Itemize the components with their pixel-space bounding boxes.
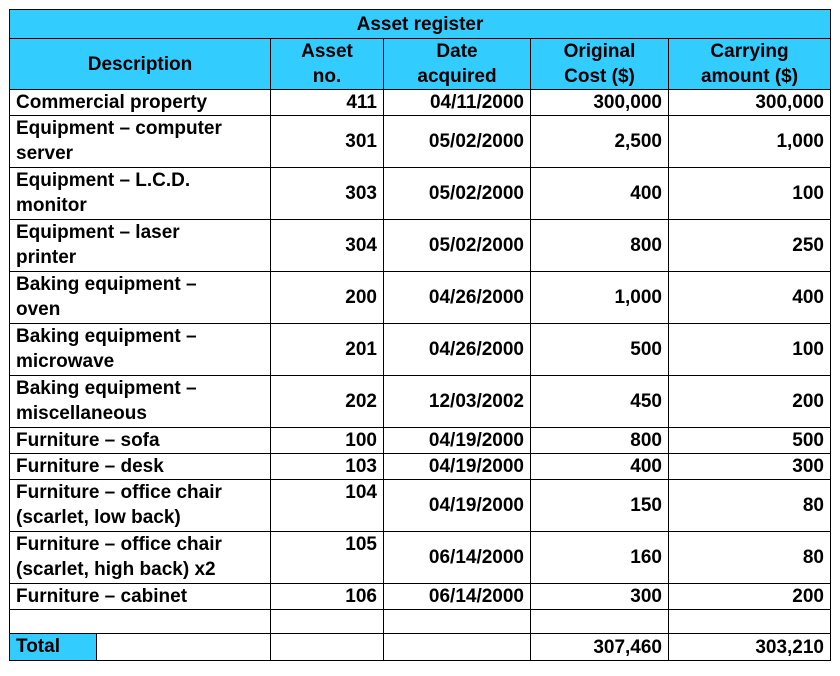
cell-asset-no: 202 (271, 376, 384, 428)
cell-original-cost: 2,500 (531, 116, 669, 168)
cell-description: Equipment – computer server (10, 116, 271, 168)
title-row (10, 10, 831, 39)
cell-original-cost: 800 (531, 428, 669, 454)
cell-asset-no: 100 (271, 428, 384, 454)
total-row (10, 634, 831, 661)
header-date-acquired: Date acquired (384, 39, 531, 90)
table-row (10, 116, 831, 168)
cell-original-cost: 800 (531, 220, 669, 272)
total-split (10, 634, 270, 660)
cell-date-acquired: 05/02/2000 (384, 168, 531, 220)
cell-asset-no: 200 (271, 272, 384, 324)
blank-cell (271, 610, 384, 634)
cell-date-acquired: 04/26/2000 (384, 272, 531, 324)
table-row (10, 480, 831, 532)
header-row (10, 39, 831, 90)
total-date (384, 634, 531, 661)
cell-carrying-amount: 250 (669, 220, 831, 272)
cell-asset-no: 104 (271, 480, 384, 532)
cell-description: Furniture – office chair (scarlet, high back) x2 (10, 532, 271, 584)
cell-original-cost: 400 (531, 454, 669, 480)
cell-carrying-amount: 80 (669, 480, 831, 532)
cell-original-cost: 1,000 (531, 272, 669, 324)
table-row (10, 454, 831, 480)
cell-carrying-amount: 500 (669, 428, 831, 454)
table-row (10, 272, 831, 324)
table-row (10, 532, 831, 584)
table-row (10, 220, 831, 272)
cell-description: Furniture – desk (10, 454, 271, 480)
cell-original-cost: 160 (531, 532, 669, 584)
cell-asset-no: 106 (271, 584, 384, 610)
cell-asset-no: 105 (271, 532, 384, 584)
header-original-cost: Original Cost ($) (531, 39, 669, 90)
cell-asset-no: 304 (271, 220, 384, 272)
cell-asset-no: 411 (271, 90, 384, 116)
total-asset-no (271, 634, 384, 661)
cell-carrying-amount: 1,000 (669, 116, 831, 168)
cell-original-cost: 400 (531, 168, 669, 220)
cell-date-acquired: 12/03/2002 (384, 376, 531, 428)
table-row (10, 90, 831, 116)
blank-row (10, 610, 831, 634)
cell-original-cost: 300,000 (531, 90, 669, 116)
cell-carrying-amount: 200 (669, 376, 831, 428)
total-label: Total (10, 634, 97, 660)
header-description: Description (10, 39, 271, 90)
header-asset-no: Asset no. (271, 39, 384, 90)
cell-carrying-amount: 80 (669, 532, 831, 584)
blank-cell (384, 610, 531, 634)
blank-cell (10, 610, 271, 634)
total-carrying-amount: 303,210 (669, 634, 831, 661)
cell-date-acquired: 04/11/2000 (384, 90, 531, 116)
cell-description: Equipment – L.C.D. monitor (10, 168, 271, 220)
cell-date-acquired: 05/02/2000 (384, 116, 531, 168)
cell-carrying-amount: 100 (669, 168, 831, 220)
cell-description: Baking equipment – oven (10, 272, 271, 324)
table-row (10, 324, 831, 376)
cell-carrying-amount: 300 (669, 454, 831, 480)
asset-register-table (9, 9, 831, 661)
cell-date-acquired: 04/19/2000 (384, 454, 531, 480)
cell-carrying-amount: 400 (669, 272, 831, 324)
cell-date-acquired: 04/19/2000 (384, 428, 531, 454)
cell-original-cost: 300 (531, 584, 669, 610)
cell-description: Baking equipment – microwave (10, 324, 271, 376)
cell-description: Baking equipment – miscellaneous (10, 376, 271, 428)
cell-date-acquired: 06/14/2000 (384, 532, 531, 584)
total-original-cost: 307,460 (531, 634, 669, 661)
cell-asset-no: 303 (271, 168, 384, 220)
cell-date-acquired: 05/02/2000 (384, 220, 531, 272)
table-row (10, 168, 831, 220)
table-title: Asset register (10, 10, 831, 39)
table-row (10, 376, 831, 428)
cell-description: Equipment – laser printer (10, 220, 271, 272)
blank-cell (531, 610, 669, 634)
cell-description: Furniture – office chair (scarlet, low back) (10, 480, 271, 532)
cell-asset-no: 103 (271, 454, 384, 480)
cell-original-cost: 150 (531, 480, 669, 532)
cell-description: Commercial property (10, 90, 271, 116)
cell-date-acquired: 06/14/2000 (384, 584, 531, 610)
cell-date-acquired: 04/26/2000 (384, 324, 531, 376)
cell-carrying-amount: 300,000 (669, 90, 831, 116)
blank-cell (669, 610, 831, 634)
table-row (10, 584, 831, 610)
cell-asset-no: 301 (271, 116, 384, 168)
table-row (10, 428, 831, 454)
cell-carrying-amount: 200 (669, 584, 831, 610)
cell-original-cost: 500 (531, 324, 669, 376)
cell-description: Furniture – sofa (10, 428, 271, 454)
header-carrying-amount: Carrying amount ($) (669, 39, 831, 90)
cell-description: Furniture – cabinet (10, 584, 271, 610)
cell-date-acquired: 04/19/2000 (384, 480, 531, 532)
cell-original-cost: 450 (531, 376, 669, 428)
cell-asset-no: 201 (271, 324, 384, 376)
total-description-cell (10, 634, 271, 661)
cell-carrying-amount: 100 (669, 324, 831, 376)
